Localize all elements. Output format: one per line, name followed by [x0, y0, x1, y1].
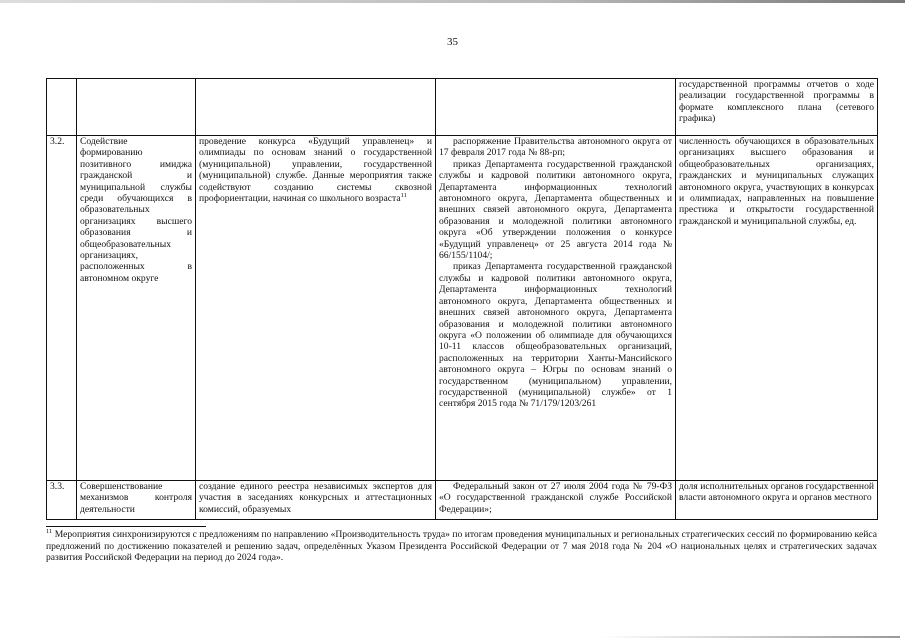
measure-activities: создание единого реестра независимых экспертов для участия в заседаниях конкурсных и аттестационных комиссий, образуемых	[196, 481, 436, 520]
measure-name: Содействие формированию позитивного имиджа гражданской и муниципальной службы среди обучающихся в образовательных организациях высшего образования и общеобразовательных организациях, расположенных в автономном округе	[77, 136, 196, 481]
table-row	[47, 481, 878, 520]
scan-edge-bottom	[600, 636, 900, 638]
indicator-cell: государственной программы отчетов о ходе реализации государственной программы в формате комплексного плана (сетевого графика)	[676, 79, 878, 136]
row-number	[47, 79, 77, 136]
footnote-mark: 11	[46, 527, 53, 535]
measures-table	[46, 78, 878, 520]
table-row	[47, 136, 878, 481]
indicator-cell: численность обучающихся в образовательных организациях высшего образования и общеобразовательных организациях, гражданских и муниципальных служащих автономного округа, участвующих в конкурсах и олимпиадах, направленных на повышение престижа и открытости государственной гражданской и муниципальной службы, ед.	[676, 136, 878, 481]
footnote-ref: 11	[400, 191, 407, 199]
footnote-text: Мероприятия синхронизируются с предложениям по направлению «Производительность труда» по итогам проведения муниципальных и региональных стратегических сессий по формированию кейса предложений по достижению показателей и решению задач, определённых Указом Президента Российской Федерации от 7 мая 2018 года № 204 «О национальных целях и стратегических задачах развития Российской Федерации на период до 2024 года».	[46, 529, 877, 564]
page-number: 35	[447, 36, 458, 48]
measure-name: Совершенствование механизмов контроля деятельности	[77, 481, 196, 520]
legal-acts	[436, 79, 676, 136]
footnote-separator	[46, 526, 206, 527]
legal-act-item: приказ Департамента государственной гражданской службы и кадровой политики автономного округа, Департамента информационных технологий автономного округа, Департамента общественных и внешних связей автономного округа, Департамента образования и молодежной политики автономного округа «О положении об олимпиаде для обучающихся 10-11 классов общеобразовательных организаций, расположенных на территории Ханты-Мансийского автономного округа – Югры по основам знаний о государственном (муниципальном) управлении, государственной (муниципальной) службе» от 1 сентября 2015 года № 71/179/1203/261	[439, 261, 672, 410]
legal-act-item: Федеральный закон от 27 июля 2004 года № 79-ФЗ «О государственной гражданской службе Российской Федерации»;	[439, 481, 672, 515]
legal-act-item: приказ Департамента государственной гражданской службы и кадровой политики автономного округа, Департамента информационных технологий автономного округа, Департамента общественных и внешних связей автономного округа, Департамента образования и молодежной политики автономного округа «Об утверждении положения о конкурсе «Будущий управленец» от 25 августа 2014 года № 66/155/1104/;	[439, 158, 672, 262]
legal-acts	[436, 136, 676, 481]
measure-activities	[196, 79, 436, 136]
legal-act-item: распоряжение Правительства автономного округа от 17 февраля 2017 года № 88-рп;	[439, 136, 672, 159]
legal-acts	[436, 481, 676, 520]
activities-text: проведение конкурса «Будущий управленец» и олимпиады по основам знаний о государственной (муниципальной) управлении, государственной (муниципальной) службе. Данные мероприятия также содействуют созданию системы сквозной профориентации, начиная со школьного возраста	[199, 136, 432, 205]
indicator-cell: доля исполнительных органов государственной власти автономного округа и органов местного	[676, 481, 878, 520]
table-row	[47, 79, 878, 136]
measure-activities	[196, 136, 436, 481]
measure-name	[77, 79, 196, 136]
footnote	[46, 529, 877, 564]
row-number: 3.2.	[47, 136, 77, 481]
scan-edge-top	[0, 0, 905, 3]
row-number: 3.3.	[47, 481, 77, 520]
